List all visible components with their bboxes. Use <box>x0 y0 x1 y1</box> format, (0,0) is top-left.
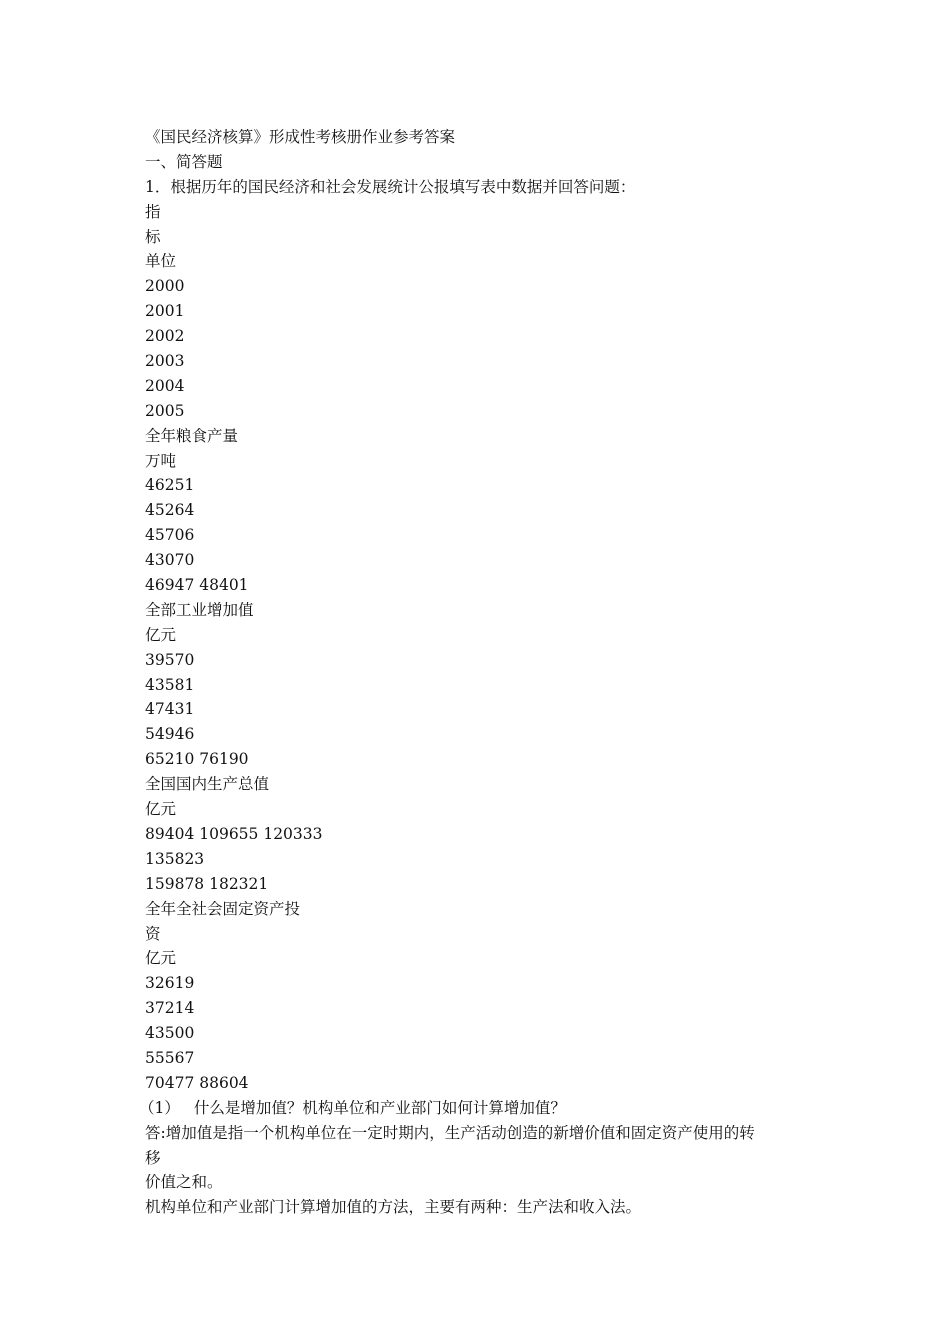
table-line: 2003 <box>145 352 185 371</box>
table-line: 2000 <box>145 277 185 296</box>
table-line: 亿元 <box>145 625 177 644</box>
document-title: 《国民经济核算》形成性考核册作业参考答案 <box>145 128 456 146</box>
table-line: 2002 <box>145 327 185 346</box>
table-line: 159878 182321 <box>145 874 269 893</box>
document-page <box>139 125 825 1220</box>
answer-line: 机构单位和产业部门计算增加值的方法，主要有两种：生产法和收入法。 <box>145 1198 642 1217</box>
answer-line: 答:增加值是指一个机构单位在一定时期内，生产活动创造的新增价值和固定资产使用的转 <box>145 1123 755 1142</box>
table-line: 2001 <box>145 302 185 321</box>
answer-line: 移 <box>145 1148 161 1167</box>
sub-question-1 <box>139 1096 825 1121</box>
table-line: 全部工业增加值 <box>145 600 254 619</box>
table-line: 65210 76190 <box>145 750 249 769</box>
answer-block <box>145 1121 825 1221</box>
table-line: 39570 <box>145 650 195 669</box>
table-line: 单位 <box>145 252 177 271</box>
table-line: 89404 109655 120333 <box>145 824 323 843</box>
sub-question-text: 什么是增加值？机构单位和产业部门如何计算增加值？ <box>193 1098 566 1117</box>
table-line: 全年粮食产量 <box>145 426 239 445</box>
table-line: 2005 <box>145 401 185 420</box>
table-line: 43500 <box>145 1024 195 1043</box>
table-line: 135823 <box>145 849 205 868</box>
table-line: 43581 <box>145 675 195 694</box>
table-line: 46251 <box>145 476 195 495</box>
table-line: 32619 <box>145 974 195 993</box>
table-line: 全年全社会固定资产投 <box>145 899 301 918</box>
table-line: 标 <box>145 227 161 246</box>
table-line: 2004 <box>145 376 185 395</box>
table-line: 万吨 <box>145 451 177 470</box>
table-line: 亿元 <box>145 800 177 819</box>
table-line: 指 <box>145 202 161 221</box>
table-line: 55567 <box>145 1048 195 1067</box>
table-line: 37214 <box>145 999 195 1018</box>
table-line: 亿元 <box>145 949 177 968</box>
table-line: 43070 <box>145 551 195 570</box>
table-line: 47431 <box>145 700 195 719</box>
table-line: 45706 <box>145 526 195 545</box>
table-line: 资 <box>145 924 161 943</box>
sub-question-number: （1） <box>139 1098 180 1117</box>
table-line: 46947 48401 <box>145 576 249 595</box>
table-line: 54946 <box>145 725 195 744</box>
table-line: 全国国内生产总值 <box>145 775 270 794</box>
table-lines <box>145 200 825 1096</box>
question-1: 1．根据历年的国民经济和社会发展统计公报填写表中数据并回答问题： <box>145 177 636 196</box>
section-heading: 一、简答题 <box>145 152 223 171</box>
answer-line: 价值之和。 <box>145 1173 223 1192</box>
table-line: 70477 88604 <box>145 1073 249 1092</box>
table-line: 45264 <box>145 501 195 520</box>
